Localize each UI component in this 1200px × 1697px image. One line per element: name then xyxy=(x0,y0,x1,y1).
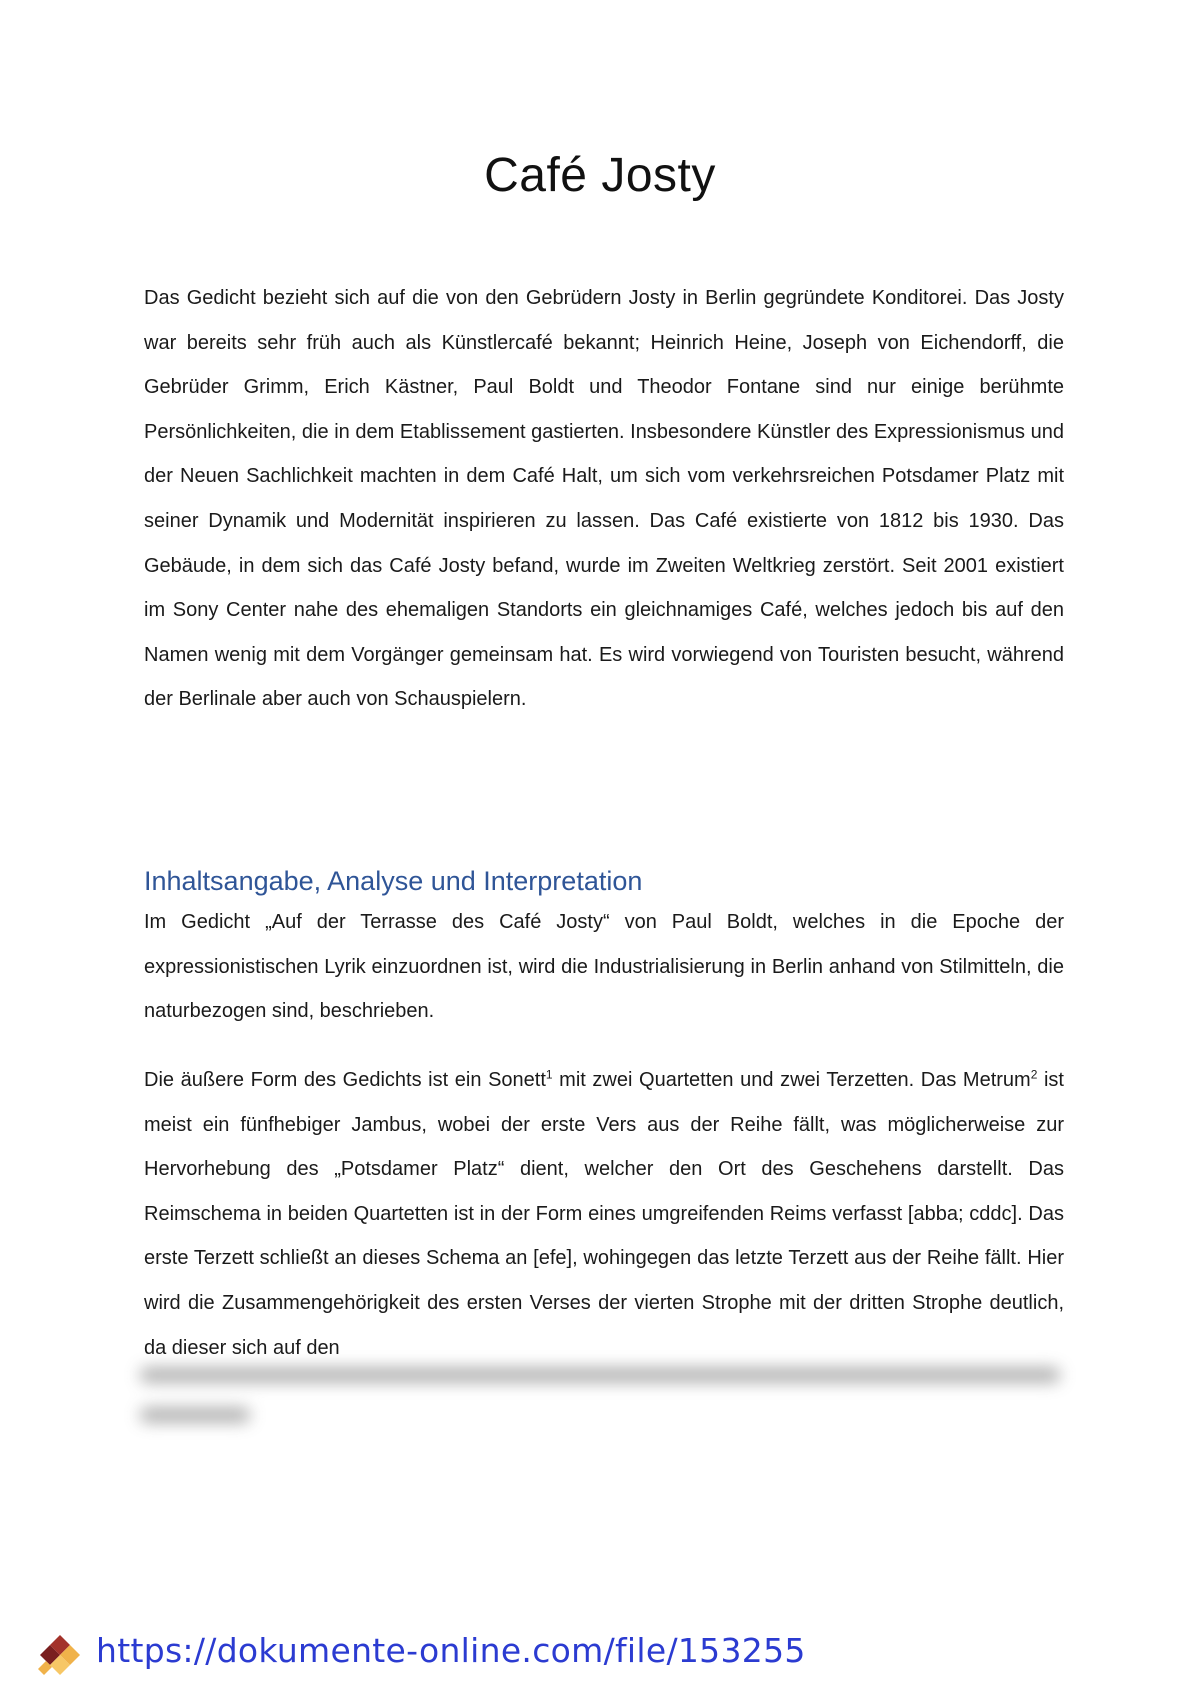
page-title: Café Josty xyxy=(484,149,716,202)
paragraph-2-text-part-2: mit zwei Quartetten und zwei Terzetten. Das Metrum xyxy=(552,1069,1031,1091)
blurred-text-preview xyxy=(132,1362,1076,1462)
dokumente-online-logo-icon xyxy=(36,1625,86,1675)
section-heading: Inhaltsangabe, Analyse und Interpretation xyxy=(144,866,643,896)
document-url-link[interactable]: https://dokumente-online.com/file/153255 xyxy=(96,1630,806,1670)
content-paragraph-1: Im Gedicht „Auf der Terrasse des Café Josty“ von Paul Boldt, welches in die Epoche der expressionistischen Lyrik einzuordnen ist, wird die Industrialisierung in Berlin anhand von Stilmitteln, die naturbezogen sind, beschrieben. xyxy=(144,911,1064,1023)
intro-paragraph: Das Gedicht bezieht sich auf die von den Gebrüdern Josty in Berlin gegründete Konditorei. Das Josty war bereits sehr früh auch als Künstlercafé bekannt; Heinrich Heine, Joseph von Eichendorff, die Gebrüder Grimm, Erich Kästner, Paul Boldt und Theodor Fontane sind nur einige berühmte Persönlichkeiten, die in dem Etablissement gastierten. Insbesondere Künstler des Expressionismus und der Neuen Sachlichkeit machten in dem Café Halt, um sich vom verkehrsreichen Potsdamer Platz mit seiner Dynamik und Modernität inspirieren zu lassen. Das Café existierte von 1812 bis 1930. Das Gebäude, in dem sich das Café Josty befand, wurde im Zweiten Weltkrieg zerstört. Seit 2001 existiert im Sony Center nahe des ehemaligen Standorts ein gleichnamiges Café, welches jedoch bis auf den Namen wenig mit dem Vorgänger gemeinsam hat. Es wird vorwiegend von Touristen besucht, während der Berlinale aber auch von Schauspielern. xyxy=(144,287,1064,711)
content-paragraph-2 xyxy=(144,1058,1064,1370)
footnote-marker-2: 2 xyxy=(1030,1067,1038,1082)
footnote-marker-1: 1 xyxy=(545,1067,553,1082)
paragraph-2-text-part-3: ist meist ein fünfhebiger Jambus, wobei der erste Vers aus der Reihe fällt, was möglicherweise zur Hervorhebung des „Potsdamer Platz“ dient, welcher den Ort des Geschehens darstellt. Das Reimschema in beiden Quartetten ist in der Form eines umgreifenden Reims verfasst [abba; cddc]. Das erste Terzett schließt an dieses Schema an [efe], wohingegen das letzte Terzett aus der Reihe fällt. Hier wird die Zusammengehörigkeit des ersten Verses der vierten Strophe mit der dritten Strophe deutlich, da dieser sich auf den xyxy=(144,1069,1064,1359)
paragraph-2-text-part-1: Die äußere Form des Gedichts ist ein Sonett xyxy=(144,1069,546,1091)
footer xyxy=(36,1622,806,1678)
